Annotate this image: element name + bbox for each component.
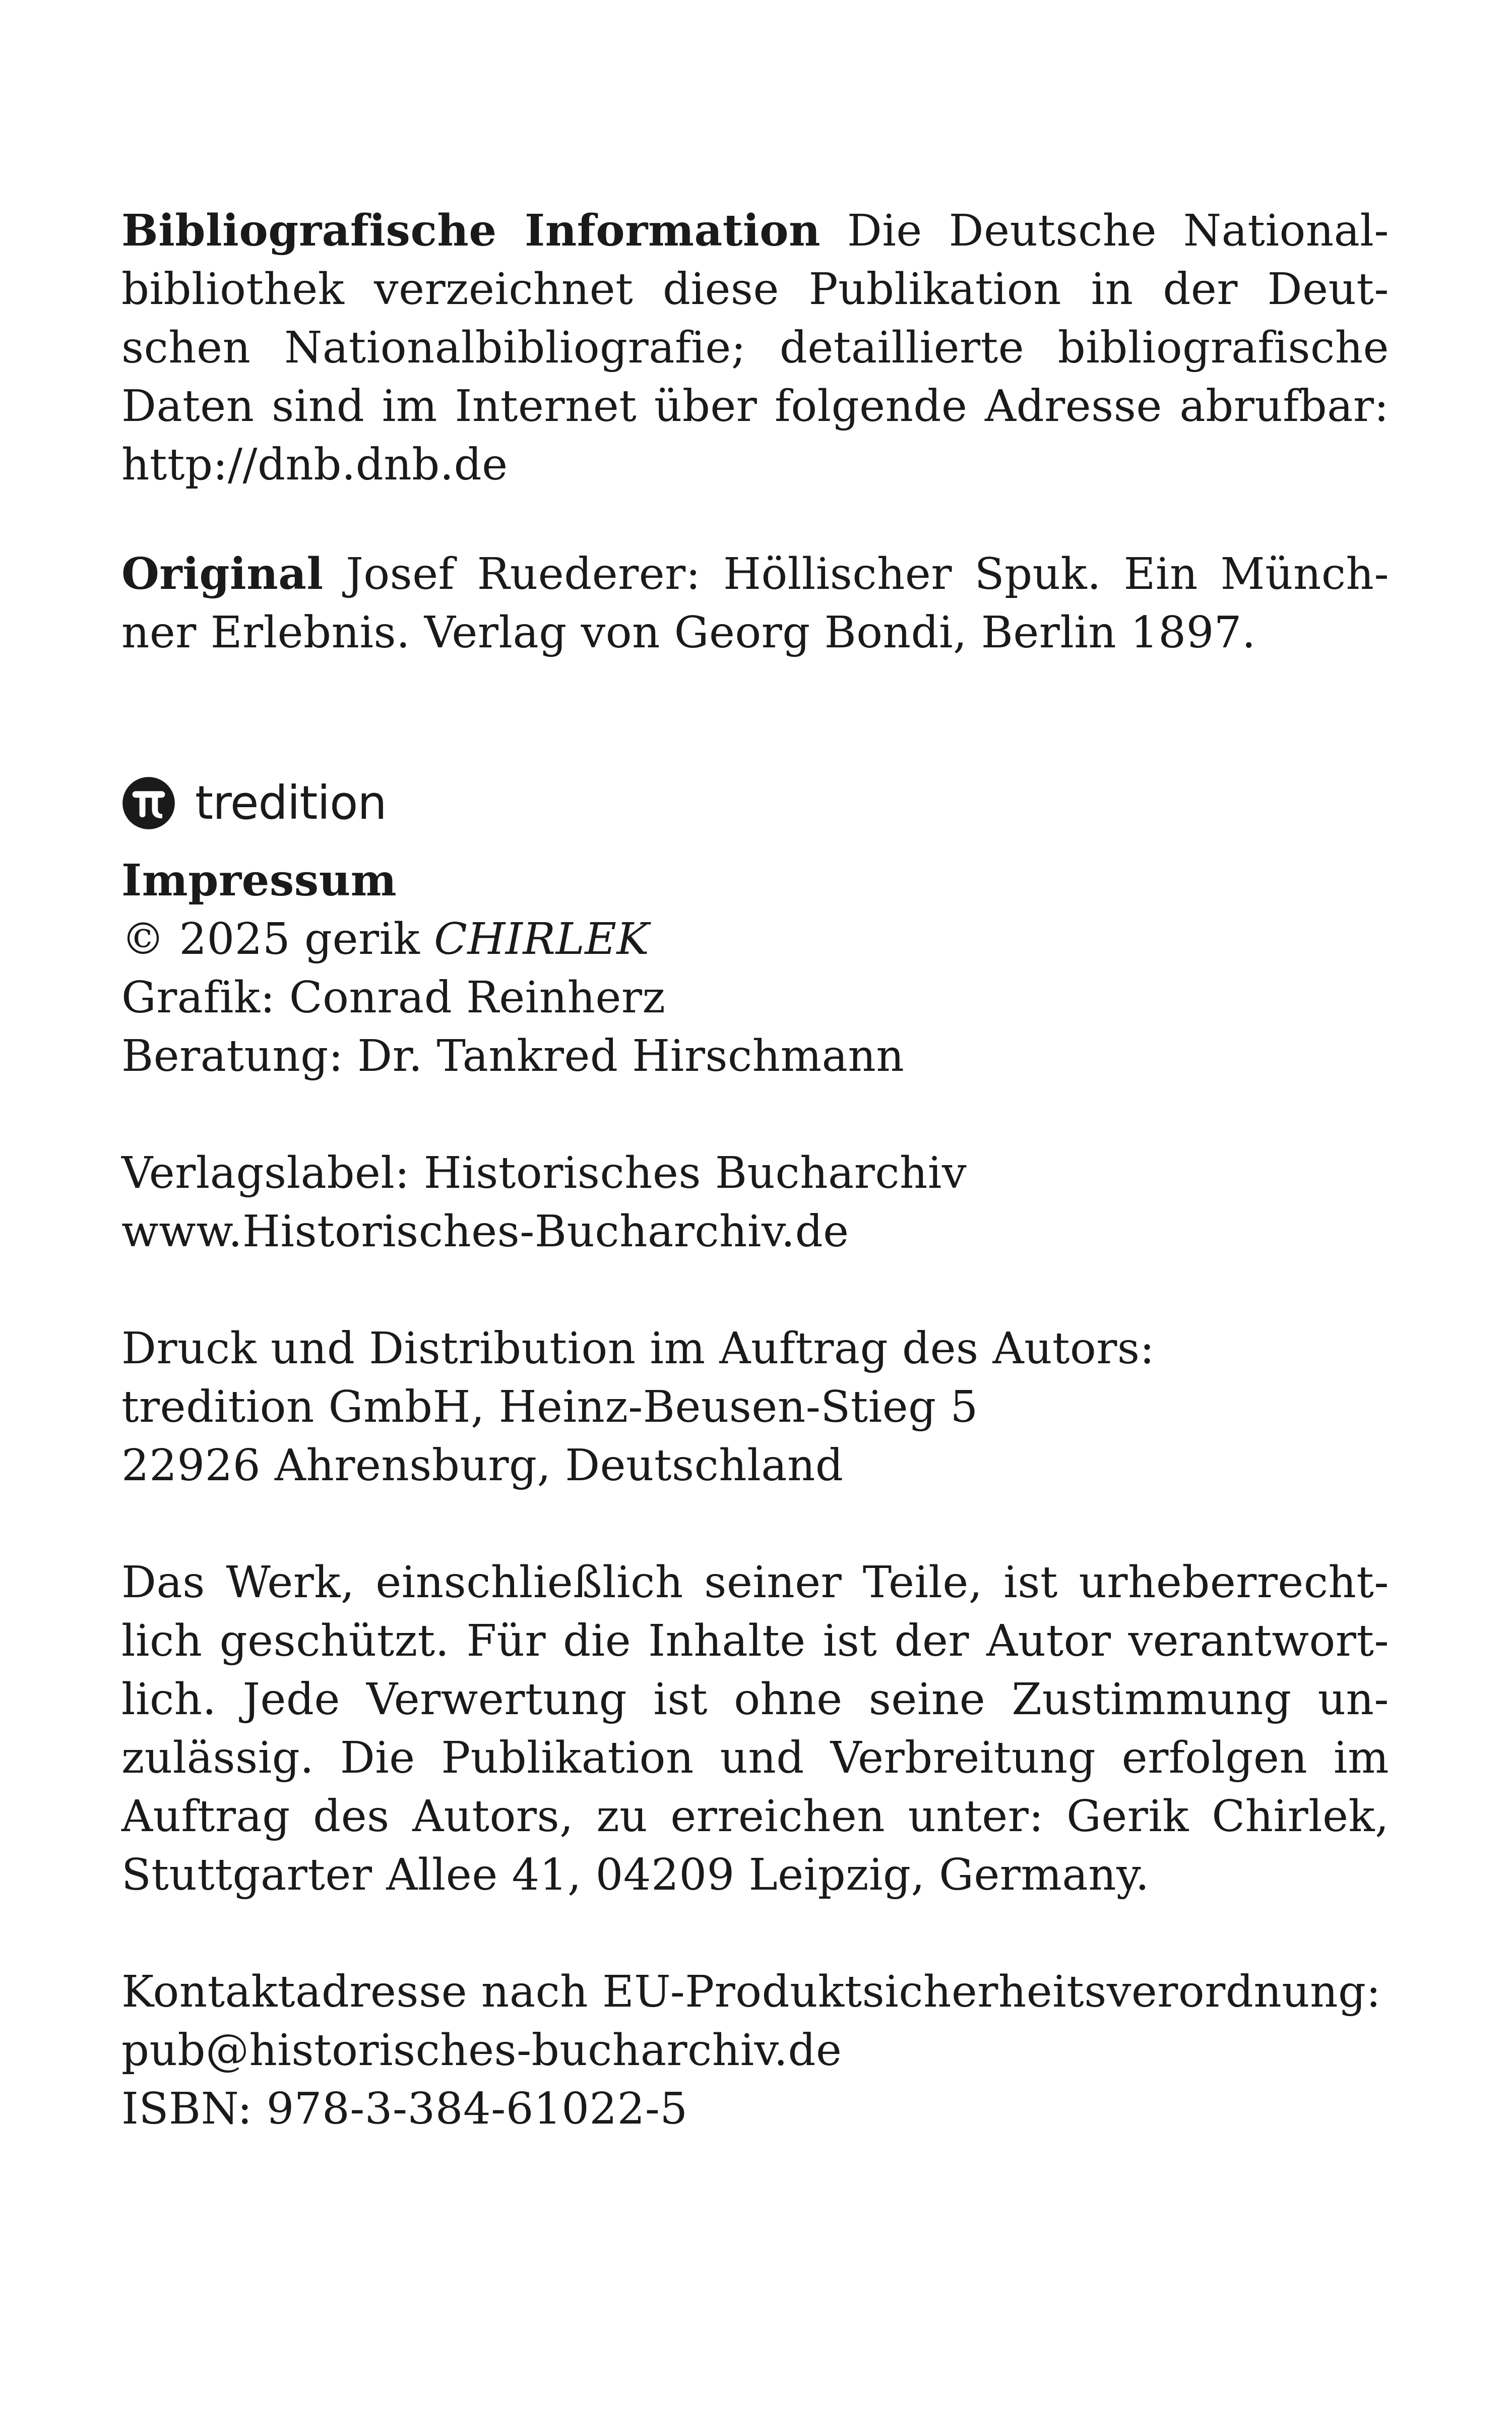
contact-email: pub@historisches-bucharchiv.de: [121, 2025, 842, 2076]
copyright-notice-line-6: Stuttgarter Allee 41, 04209 Leipzig, Germany.: [121, 1850, 1150, 1900]
tredition-logo-text: tredition: [195, 776, 387, 830]
impressum-heading-text: Impressum: [121, 855, 397, 906]
tredition-logo: [121, 774, 1389, 832]
print-distribution-intro: Druck und Distribution im Auftrag des Autors:: [121, 1323, 1155, 1374]
dnb-url: http://dnb.dnb.de: [121, 440, 508, 490]
isbn: ISBN: 978-3-384-61022-5: [121, 2084, 688, 2134]
bibliographic-info-line-3: schen Nationalbibliografie; detaillierte bibliografische: [121, 323, 1389, 373]
printer-company: tredition GmbH, Heinz-Beusen-Stieg 5: [121, 1382, 978, 1432]
bibliographic-info: [121, 202, 1389, 494]
impressum-block: [121, 852, 1389, 1085]
bibliographic-info-line-2: bibliothek verzeichnet diese Publikation in der Deut-: [121, 264, 1389, 315]
copyright-line: [121, 910, 1389, 969]
contact-heading: Kontaktadresse nach EU-Produktsicherheitsverordnung:: [121, 1967, 1381, 2017]
printer-city: 22926 Ahrensburg, Deutschland: [121, 1440, 844, 1491]
original-heading: Original: [121, 549, 324, 599]
original-info: [121, 545, 1389, 662]
copyright-notice-line-1: Das Werk, einschließlich seiner Teile, ist urheberrecht-: [121, 1557, 1389, 1608]
tredition-logo-icon: [121, 776, 176, 830]
copyright-notice-line-2: lich geschützt. Für die Inhalte ist der Autor verantwort-: [121, 1616, 1389, 1666]
copyright-notice-line-3: lich. Jede Verwertung ist ohne seine Zustimmung un-: [121, 1674, 1389, 1725]
imprint-page: [121, 202, 1389, 2138]
bibliographic-info-heading: Bibliografische Information: [121, 205, 821, 256]
bibliographic-info-text: Die Deutsche National-: [847, 206, 1389, 256]
beratung-credit: Beratung: Dr. Tankred Hirschmann: [121, 1031, 905, 1081]
copyright-author: CHIRLEK: [434, 914, 650, 964]
copyright-prefix: © 2025 gerik: [121, 914, 434, 964]
publisher-website: www.Historisches-Bucharchiv.de: [121, 1206, 849, 1257]
original-info-line-1: [121, 545, 1389, 603]
contact-block: [121, 1963, 1389, 2138]
publisher-label: Verlagslabel: Historisches Bucharchiv: [121, 1148, 967, 1198]
bibliographic-info-line-1: [121, 202, 1389, 260]
bibliographic-info-line-4: Daten sind im Internet über folgende Adresse abrufbar:: [121, 381, 1389, 432]
original-info-line-2: ner Erlebnis. Verlag von Georg Bondi, Berlin 1897.: [121, 608, 1256, 658]
original-text: Josef Ruederer: Höllischer Spuk. Ein Münch-: [346, 549, 1389, 599]
impressum-heading: [121, 852, 1389, 910]
print-distribution-block: [121, 1319, 1389, 1495]
grafik-credit: Grafik: Conrad Reinherz: [121, 973, 666, 1023]
copyright-notice-line-4: zulässig. Die Publikation und Verbreitung erfolgen im: [121, 1733, 1389, 1783]
copyright-notice: [121, 1553, 1389, 1904]
copyright-notice-line-5: Auftrag des Autors, zu erreichen unter: Gerik Chirlek,: [121, 1791, 1389, 1842]
publisher-label-block: [121, 1144, 1389, 1261]
